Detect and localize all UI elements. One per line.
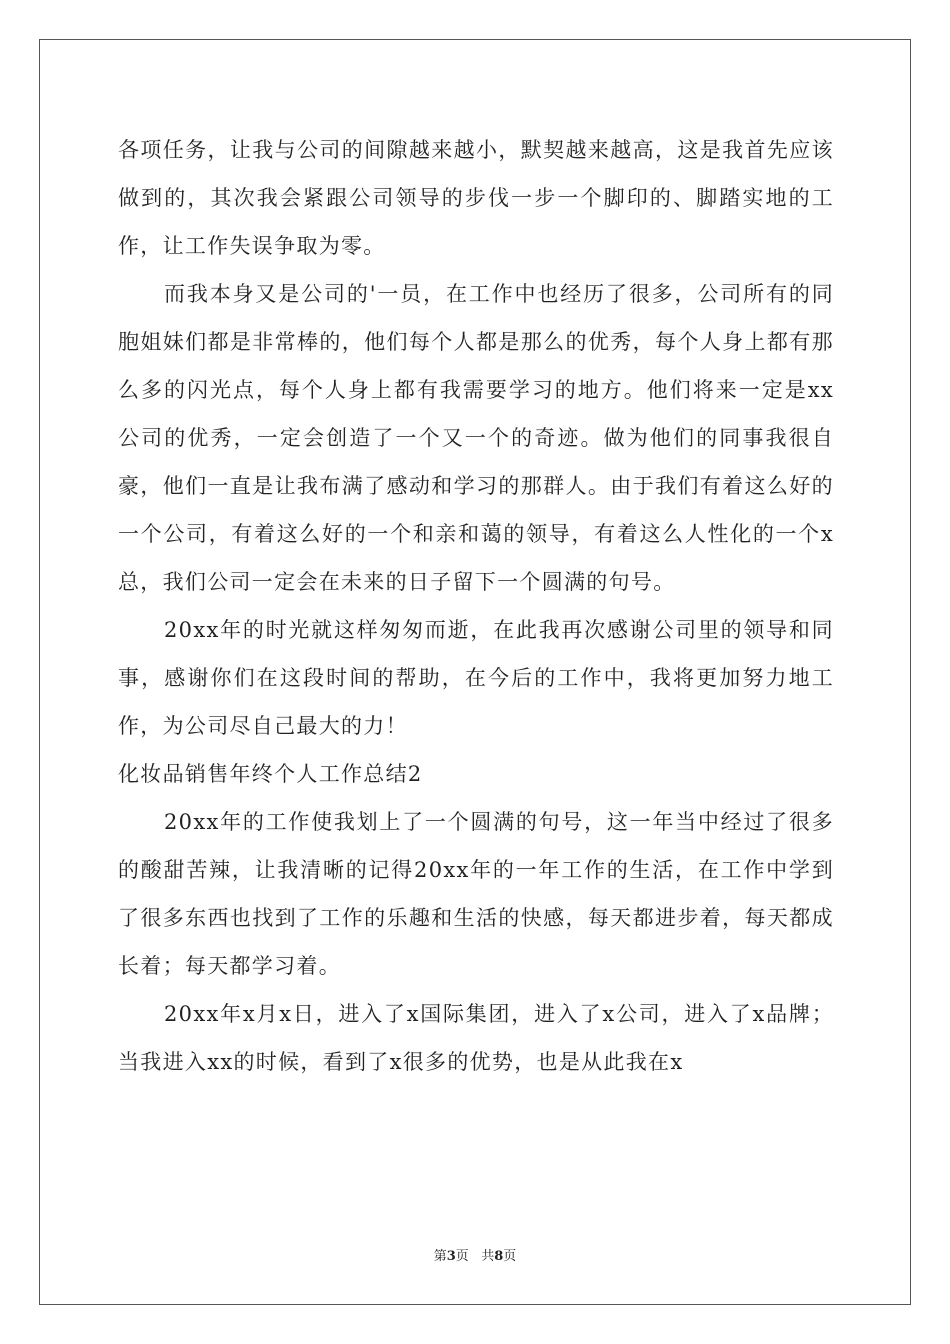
document-body (118, 126, 834, 1086)
footer-total-suffix: 页 (503, 1249, 517, 1264)
footer-page-number: 3 (446, 1249, 456, 1264)
footer-prefix: 第 (433, 1249, 447, 1264)
paragraph-colleagues: 而我本身又是公司的'一员，在工作中也经历了很多，公司所有的同胞姐妹们都是非常棒的，他们每个人都是那么的优秀，每个人身上都有那么多的闪光点，每个人身上都有我需要学习的地方。他们将来一定是xx公司的优秀，一定会创造了一个又一个的奇迹。做为他们的同事我很自豪，他们一直是让我布满了感动和学习的那群人。由于我们有着这么好的一个公司，有着这么好的一个和亲和蔼的领导，有着这么人性化的一个x总，我们公司一定会在未来的日子留下一个圆满的句号。 (118, 282, 834, 594)
page-footer (0, 1245, 950, 1264)
footer-total-pages: 8 (494, 1249, 504, 1264)
paragraph-thanks: 20xx年的时光就这样匆匆而逝，在此我再次感谢公司里的领导和同事，感谢你们在这段时间的帮助，在今后的工作中，我将更加努力地工作，为公司尽自己最大的力！ (118, 618, 834, 738)
paragraph-year-summary: 20xx年的工作使我划上了一个圆满的句号，这一年当中经过了很多的酸甜苦辣，让我清晰的记得20xx年的一年工作的生活，在工作中学到了很多东西也找到了工作的乐趣和生活的快感，每天都进步着，每天都成长着；每天都学习着。 (118, 810, 834, 978)
section-heading: 化妆品销售年终个人工作总结2 (118, 762, 423, 786)
paragraph-joining: 20xx年x月x日，进入了x国际集团，进入了x公司，进入了x品牌；当我进入xx的时候，看到了x很多的优势，也是从此我在x (118, 1002, 834, 1074)
footer-page-suffix: 页 (455, 1249, 469, 1264)
footer-total-prefix: 共 (481, 1249, 495, 1264)
paragraph-continuation: 各项任务，让我与公司的间隙越来越小，默契越来越高，这是我首先应该做到的，其次我会紧跟公司领导的步伐一步一个脚印的、脚踏实地的工作，让工作失误争取为零。 (118, 138, 834, 258)
